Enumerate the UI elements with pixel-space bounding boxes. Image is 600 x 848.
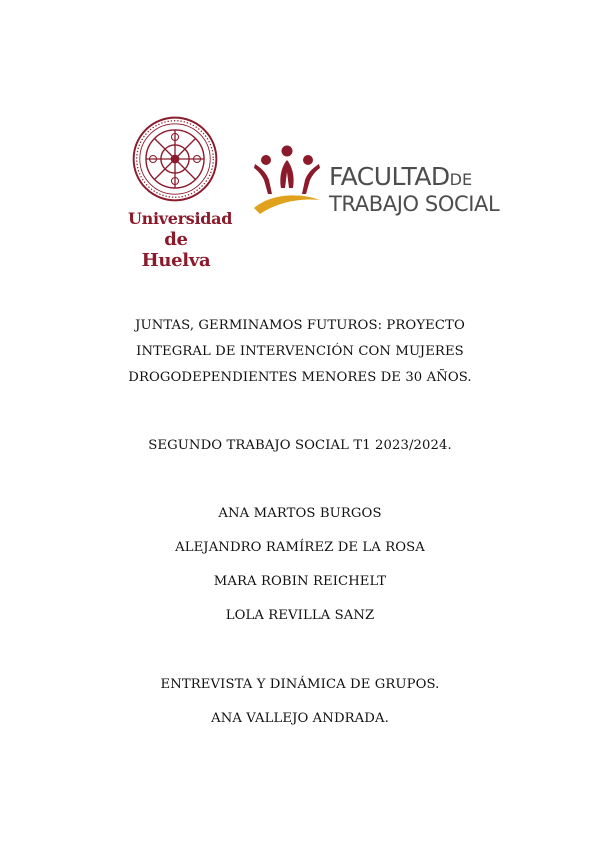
author-2: ALEJANDRO RAMÍREZ DE LA ROSA [175, 540, 425, 555]
faculty-name-main: FACULTAD [329, 162, 450, 191]
title-line-1: JUNTAS, GERMINAMOS FUTUROS: PROYECTO [135, 318, 465, 333]
teacher-line: ANA VALLEJO ANDRADA. [211, 711, 389, 726]
university-name-line2: de Huelva [141, 229, 211, 271]
university-name-line1: Universidad [128, 209, 233, 228]
title-line-3: DROGODEPENDIENTES MENORES DE 30 AÑOS. [128, 370, 472, 385]
author-4: LOLA REVILLA SANZ [225, 608, 375, 623]
author-1: ANA MARTOS BURGOS [218, 506, 382, 521]
subject-line: ENTREVISTA Y DINÁMICA DE GRUPOS. [160, 677, 440, 692]
university-seal-icon [131, 115, 219, 203]
author-3: MARA ROBIN REICHELT [213, 574, 387, 589]
faculty-name-small: DE [449, 170, 473, 189]
title-line-2: INTEGRAL DE INTERVENCIÓN CON MUJERES [136, 344, 464, 359]
people-swoosh-icon [252, 142, 322, 222]
faculty-logo [252, 142, 500, 227]
university-logo [128, 115, 233, 271]
course-line: SEGUNDO TRABAJO SOCIAL T1 2023/2024. [148, 438, 452, 453]
faculty-name-line2: TRABAJO SOCIAL [329, 192, 500, 216]
faculty-name-line1 [329, 162, 472, 191]
